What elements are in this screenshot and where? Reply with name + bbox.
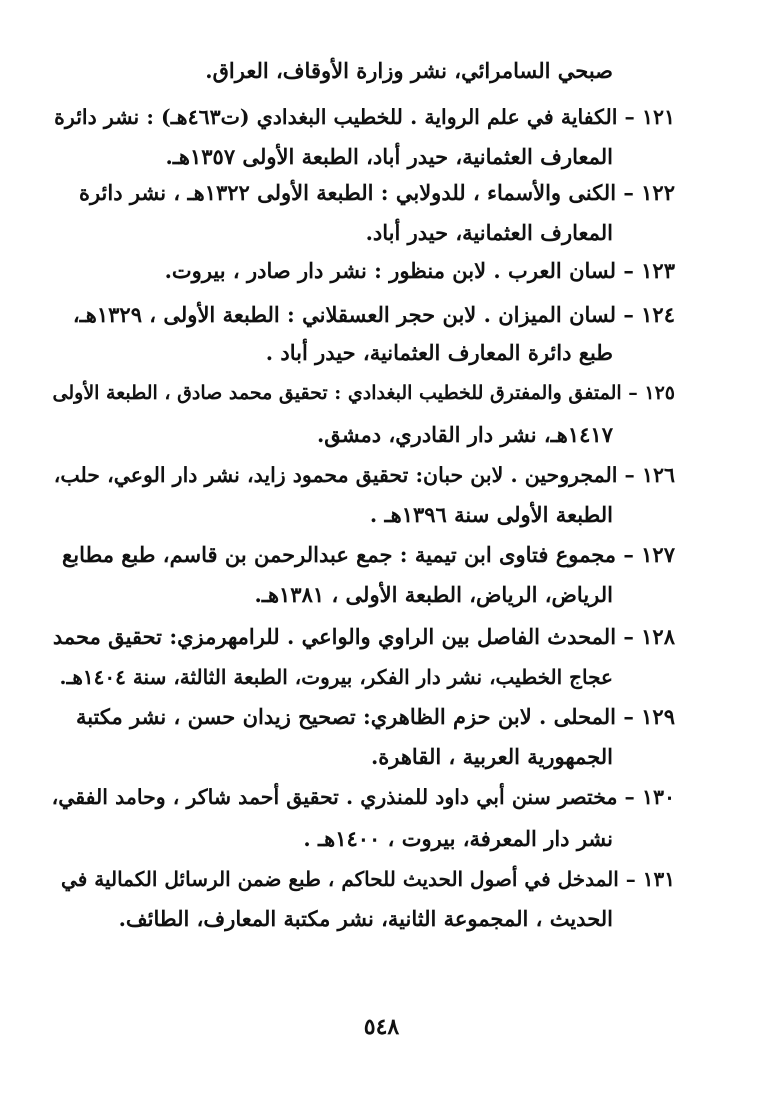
entry-131-line-1: ١٣١ – المدخل في أصول الحديث للحاكم ، طبع ضمن الرسائل الكمالية في xyxy=(61,867,675,891)
entry-127-line-2: الرياض، الرياض، الطبعة الأولى ، ١٣٨١هـ. xyxy=(254,582,613,607)
entry-123-line-1: ١٢٣ – لسان العرب . لابن منظور : نشر دار صادر ، بيروت. xyxy=(164,258,675,283)
entry-125-line-1: ١٢٥ – المتفق والمفترق للخطيب البغدادي : تحقيق محمد صادق ، الطبعة الأولى xyxy=(52,382,675,404)
entry-121-line-1: ١٢١ – الكفاية في علم الرواية . للخطيب البغدادي (ت٤٦٣هـ) : نشر دائرة xyxy=(54,105,675,129)
entry-127-line-1: ١٢٧ – مجموع فتاوى ابن تيمية : جمع عبدالرحمن بن قاسم، طبع مطابع xyxy=(62,542,675,567)
entry-122-line-2: المعارف العثمانية، حيدر أباد. xyxy=(365,220,613,245)
entry-129-line-1: ١٢٩ – المحلى . لابن حزم الظاهري: تصحيح زيدان حسن ، نشر مكتبة xyxy=(75,704,675,729)
entry-130-line-1: ١٣٠ – مختصر سنن أبي داود للمنذري . تحقيق أحمد شاكر ، وحامد الفقي، xyxy=(51,785,675,809)
entry-125-line-2: ١٤١٧هـ، نشر دار القادري، دمشق. xyxy=(317,422,613,447)
entry-128-line-2: عجاج الخطيب، نشر دار الفكر، بيروت، الطبعة الثالثة، سنة ١٤٠٤هـ. xyxy=(59,665,613,689)
entry-122-line-1: ١٢٢ – الكنى والأسماء ، للدولابي : الطبعة الأولى ١٣٢٢هـ ، نشر دائرة xyxy=(78,180,675,205)
entry-120-continuation: صبحي السامرائي، نشر وزارة الأوقاف، العراق. xyxy=(205,58,613,83)
entry-126-line-1: ١٢٦ – المجروحين . لابن حبان: تحقيق محمود زايد، نشر دار الوعي، حلب، xyxy=(53,463,675,487)
entry-121-line-2: المعارف العثمانية، حيدر أباد، الطبعة الأولى ١٣٥٧هـ. xyxy=(165,144,613,169)
entry-126-line-2: الطبعة الأولى سنة ١٣٩٦هـ . xyxy=(369,502,613,527)
page-number: ٥٤٨ xyxy=(363,1014,400,1040)
entry-131-line-2: الحديث ، المجموعة الثانية، نشر مكتبة المعارف، الطائف. xyxy=(118,906,613,931)
entry-130-line-2: نشر دار المعرفة، بيروت ، ١٤٠٠هـ . xyxy=(303,826,613,851)
entry-128-line-1: ١٢٨ – المحدث الفاصل بين الراوي والواعي . للرامهرمزي: تحقيق محمد xyxy=(52,624,675,649)
entry-129-line-2: الجمهورية العربية ، القاهرة. xyxy=(370,744,613,769)
entry-124-line-1: ١٢٤ – لسان الميزان . لابن حجر العسقلاني : الطبعة الأولى ، ١٣٢٩هـ، xyxy=(72,302,675,327)
entry-124-line-2: طبع دائرة المعارف العثمانية، حيدر أباد . xyxy=(265,340,613,365)
